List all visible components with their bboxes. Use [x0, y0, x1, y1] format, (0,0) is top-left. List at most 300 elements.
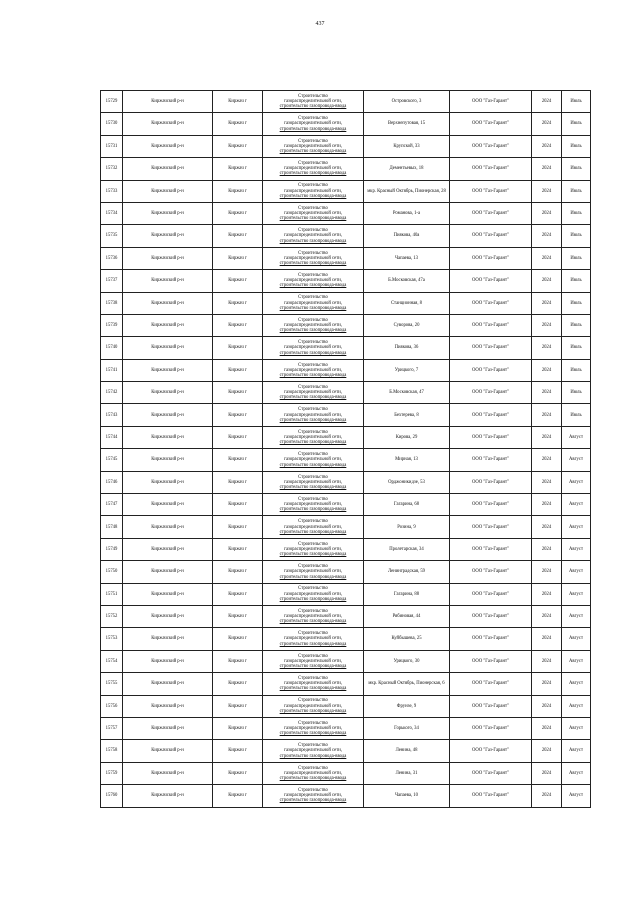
district-cell: Киржачский р-н [123, 135, 213, 157]
city-cell: Киржач г [213, 91, 263, 113]
row-number: 15736 [101, 247, 123, 269]
work-line: газораспределительной сети, [284, 546, 342, 552]
work-description-cell [263, 449, 364, 471]
row-number: 15748 [101, 516, 123, 538]
city-cell: Киржач г [213, 717, 263, 739]
district-cell: Киржачский р-н [123, 583, 213, 605]
table-row [101, 314, 591, 336]
work-line: Строительство [298, 407, 328, 413]
contractor-cell: ООО "Газ-Гарант" [450, 247, 532, 269]
address-cell: Чапаева, 13 [364, 247, 450, 269]
work-line: Строительство [298, 653, 328, 659]
contractor-cell: ООО "Газ-Гарант" [450, 695, 532, 717]
month-cell: Август [562, 605, 591, 627]
city-cell: Киржач г [213, 650, 263, 672]
address-cell: Мирная, 13 [364, 449, 450, 471]
city-cell: Киржач г [213, 695, 263, 717]
contractor-cell: ООО "Газ-Гарант" [450, 471, 532, 493]
address-cell: Пиякова, 36 [364, 337, 450, 359]
year-cell: 2024 [532, 762, 562, 784]
address-cell: Ленина, 31 [364, 762, 450, 784]
year-cell: 2024 [532, 337, 562, 359]
city-cell: Киржач г [213, 180, 263, 202]
year-cell: 2024 [532, 202, 562, 224]
row-number: 15745 [101, 449, 123, 471]
contractor-cell: ООО "Газ-Гарант" [450, 561, 532, 583]
contractor-cell: ООО "Газ-Гарант" [450, 583, 532, 605]
year-cell: 2024 [532, 113, 562, 135]
year-cell: 2024 [532, 404, 562, 426]
month-cell: Июль [562, 202, 591, 224]
address-cell: Ленинградская, 59 [364, 561, 450, 583]
year-cell: 2024 [532, 785, 562, 807]
address-cell: Пролетарская, 34 [364, 538, 450, 560]
work-line: Строительство [298, 205, 328, 211]
row-number: 15730 [101, 113, 123, 135]
row-number: 15740 [101, 337, 123, 359]
table-row [101, 292, 591, 314]
work-description-cell [263, 382, 364, 404]
district-cell: Киржачский р-н [123, 695, 213, 717]
year-cell: 2024 [532, 538, 562, 560]
month-cell: Август [562, 516, 591, 538]
address-cell: мкр. Красный Октябрь, Пионерская, 28 [364, 180, 450, 202]
month-cell: Июль [562, 337, 591, 359]
year-cell: 2024 [532, 382, 562, 404]
city-cell: Киржач г [213, 426, 263, 448]
work-line: строительство газопровода-ввода [279, 641, 347, 647]
month-cell: Июль [562, 225, 591, 247]
row-number: 15750 [101, 561, 123, 583]
table-row [101, 359, 591, 381]
work-description-cell [263, 583, 364, 605]
district-cell: Киржачский р-н [123, 561, 213, 583]
work-line: Строительство [298, 362, 328, 368]
work-line: газораспределительной сети, [284, 726, 342, 732]
row-number: 15759 [101, 762, 123, 784]
district-cell: Киржачский р-н [123, 382, 213, 404]
district-cell: Киржачский р-н [123, 650, 213, 672]
month-cell: Август [562, 494, 591, 516]
work-description-cell [263, 225, 364, 247]
city-cell: Киржач г [213, 270, 263, 292]
address-cell: Чапаева, 10 [364, 785, 450, 807]
month-cell: Август [562, 583, 591, 605]
work-description-cell [263, 516, 364, 538]
year-cell: 2024 [532, 516, 562, 538]
work-description-cell [263, 673, 364, 695]
work-line: Строительство [298, 676, 328, 682]
city-cell: Киржач г [213, 583, 263, 605]
table-row [101, 516, 591, 538]
work-description-cell [263, 314, 364, 336]
work-line: газораспределительной сети, [284, 658, 342, 664]
month-cell: Июль [562, 180, 591, 202]
year-cell: 2024 [532, 583, 562, 605]
contractor-cell: ООО "Газ-Гарант" [450, 740, 532, 762]
work-line: строительство газопровода-ввода [279, 440, 347, 446]
address-cell: Суворова, 20 [364, 314, 450, 336]
table-row [101, 628, 591, 650]
year-cell: 2024 [532, 135, 562, 157]
work-line: Строительство [298, 788, 328, 793]
work-description-cell [263, 270, 364, 292]
district-cell: Киржачский р-н [123, 247, 213, 269]
work-line: строительство газопровода-ввода [279, 126, 347, 132]
row-number: 15738 [101, 292, 123, 314]
contractor-cell: ООО "Газ-Гарант" [450, 135, 532, 157]
work-line: газораспределительной сети, [284, 188, 342, 194]
work-line: Строительство [298, 474, 328, 480]
work-description-cell [263, 135, 364, 157]
work-line: строительство газопровода-ввода [279, 417, 347, 423]
address-cell: Урицкого, 7 [364, 359, 450, 381]
work-line: газораспределительной сети, [284, 479, 342, 485]
work-line: строительство газопровода-ввода [279, 350, 347, 356]
address-cell: Гагарина, 88 [364, 583, 450, 605]
table-row [101, 650, 591, 672]
contractor-cell: ООО "Газ-Гарант" [450, 516, 532, 538]
work-line: строительство газопровода-ввода [279, 238, 347, 244]
city-cell: Киржач г [213, 538, 263, 560]
work-line: газораспределительной сети, [284, 211, 342, 217]
work-line: Строительство [298, 116, 328, 122]
row-number: 15741 [101, 359, 123, 381]
work-line: Строительство [298, 273, 328, 279]
work-line: газораспределительной сети, [284, 748, 342, 754]
work-line: Строительство [298, 743, 328, 749]
address-cell: Фрунзе, 9 [364, 695, 450, 717]
work-line: строительство газопровода-ввода [279, 328, 347, 334]
contractor-cell: ООО "Газ-Гарант" [450, 113, 532, 135]
table-row [101, 695, 591, 717]
month-cell: Июль [562, 404, 591, 426]
work-line: Строительство [298, 228, 328, 234]
city-cell: Киржач г [213, 135, 263, 157]
work-line: Строительство [298, 496, 328, 502]
table-row [101, 471, 591, 493]
month-cell: Июль [562, 270, 591, 292]
district-cell: Киржачский р-н [123, 628, 213, 650]
contractor-cell: ООО "Газ-Гарант" [450, 337, 532, 359]
month-cell: Август [562, 471, 591, 493]
table-row [101, 762, 591, 784]
work-description-cell [263, 426, 364, 448]
year-cell: 2024 [532, 359, 562, 381]
table-row [101, 337, 591, 359]
work-description-cell [263, 292, 364, 314]
month-cell: Август [562, 673, 591, 695]
address-cell: Орджоникидзе, 53 [364, 471, 450, 493]
work-line: строительство газопровода-ввода [279, 596, 347, 602]
address-cell: Кирова, 29 [364, 426, 450, 448]
work-line: Строительство [298, 295, 328, 301]
month-cell: Июль [562, 158, 591, 180]
address-cell: Верхнепутовая, 15 [364, 113, 450, 135]
month-cell: Август [562, 538, 591, 560]
district-cell: Киржачский р-н [123, 785, 213, 807]
city-cell: Киржач г [213, 382, 263, 404]
work-line: строительство газопровода-ввода [279, 171, 347, 177]
work-description-cell [263, 740, 364, 762]
work-description-cell [263, 158, 364, 180]
contractor-cell: ООО "Газ-Гарант" [450, 605, 532, 627]
contractor-cell: ООО "Газ-Гарант" [450, 270, 532, 292]
table-row [101, 158, 591, 180]
contractor-cell: ООО "Газ-Гарант" [450, 158, 532, 180]
work-line: строительство газопровода-ввода [279, 798, 347, 804]
row-number: 15743 [101, 404, 123, 426]
table-row [101, 538, 591, 560]
work-line: строительство газопровода-ввода [279, 664, 347, 670]
row-number: 15735 [101, 225, 123, 247]
work-line: газораспределительной сети, [284, 793, 342, 799]
table-row [101, 561, 591, 583]
row-number: 15758 [101, 740, 123, 762]
city-cell: Киржач г [213, 314, 263, 336]
work-line: строительство газопровода-ввода [279, 529, 347, 535]
table-row [101, 247, 591, 269]
contractor-cell: ООО "Газ-Гарант" [450, 314, 532, 336]
work-description-cell [263, 91, 364, 113]
contractor-cell: ООО "Газ-Гарант" [450, 382, 532, 404]
year-cell: 2024 [532, 695, 562, 717]
address-cell: Крупской, 33 [364, 135, 450, 157]
district-cell: Киржачский р-н [123, 314, 213, 336]
row-number: 15739 [101, 314, 123, 336]
district-cell: Киржачский р-н [123, 762, 213, 784]
district-cell: Киржачский р-н [123, 270, 213, 292]
work-line: Строительство [298, 564, 328, 570]
month-cell: Август [562, 695, 591, 717]
work-description-cell [263, 113, 364, 135]
district-cell: Киржачский р-н [123, 359, 213, 381]
month-cell: Июль [562, 292, 591, 314]
district-cell: Киржачский р-н [123, 158, 213, 180]
district-cell: Киржачский р-н [123, 202, 213, 224]
row-number: 15753 [101, 628, 123, 650]
work-description-cell [263, 650, 364, 672]
work-line: Строительство [298, 698, 328, 704]
district-cell: Киржачский р-н [123, 673, 213, 695]
address-cell: Б.Московская, 47а [364, 270, 450, 292]
work-line: газораспределительной сети, [284, 255, 342, 261]
year-cell: 2024 [532, 426, 562, 448]
work-line: Строительство [298, 608, 328, 614]
year-cell: 2024 [532, 449, 562, 471]
work-line: строительство газопровода-ввода [279, 686, 347, 692]
city-cell: Киржач г [213, 449, 263, 471]
month-cell: Июль [562, 247, 591, 269]
contractor-cell: ООО "Газ-Гарант" [450, 762, 532, 784]
work-line: газораспределительной сети, [284, 278, 342, 284]
month-cell: Август [562, 561, 591, 583]
work-line: строительство газопровода-ввода [279, 193, 347, 199]
work-line: газораспределительной сети, [284, 770, 342, 776]
year-cell: 2024 [532, 717, 562, 739]
address-cell: Ленина, 48 [364, 740, 450, 762]
year-cell: 2024 [532, 270, 562, 292]
table-row [101, 404, 591, 426]
table-row [101, 135, 591, 157]
table-row [101, 605, 591, 627]
year-cell: 2024 [532, 180, 562, 202]
address-cell: Куйбышева, 25 [364, 628, 450, 650]
row-number: 15751 [101, 583, 123, 605]
work-line: строительство газопровода-ввода [279, 283, 347, 289]
table-row [101, 382, 591, 404]
table-row [101, 717, 591, 739]
work-line: газораспределительной сети, [284, 636, 342, 642]
address-cell: Пиякова, 40а [364, 225, 450, 247]
work-line: газораспределительной сети, [284, 143, 342, 149]
year-cell: 2024 [532, 225, 562, 247]
address-cell: Розина, 9 [364, 516, 450, 538]
work-line: газораспределительной сети, [284, 524, 342, 530]
year-cell: 2024 [532, 91, 562, 113]
table-row [101, 270, 591, 292]
work-line: строительство газопровода-ввода [279, 372, 347, 378]
city-cell: Киржач г [213, 404, 263, 426]
work-line: газораспределительной сети, [284, 166, 342, 172]
contractor-cell: ООО "Газ-Гарант" [450, 673, 532, 695]
work-line: газораспределительной сети, [284, 233, 342, 239]
work-line: Строительство [298, 765, 328, 771]
district-cell: Киржачский р-н [123, 740, 213, 762]
work-description-cell [263, 605, 364, 627]
month-cell: Июль [562, 135, 591, 157]
row-number: 15749 [101, 538, 123, 560]
work-line: строительство газопровода-ввода [279, 305, 347, 311]
contractor-cell: ООО "Газ-Гарант" [450, 359, 532, 381]
work-line: Строительство [298, 317, 328, 323]
address-cell: Гагарина, 68 [364, 494, 450, 516]
district-cell: Киржачский р-н [123, 113, 213, 135]
address-cell: Станционная, 8 [364, 292, 450, 314]
work-description-cell [263, 247, 364, 269]
address-cell: Горького, 34 [364, 717, 450, 739]
year-cell: 2024 [532, 292, 562, 314]
year-cell: 2024 [532, 314, 562, 336]
month-cell: Август [562, 762, 591, 784]
contractor-cell: ООО "Газ-Гарант" [450, 225, 532, 247]
work-line: Строительство [298, 519, 328, 525]
city-cell: Киржач г [213, 494, 263, 516]
work-description-cell [263, 471, 364, 493]
row-number: 15732 [101, 158, 123, 180]
work-line: Строительство [298, 250, 328, 256]
work-line: Строительство [298, 586, 328, 592]
row-number: 15733 [101, 180, 123, 202]
work-line: строительство газопровода-ввода [279, 395, 347, 401]
work-line: строительство газопровода-ввода [279, 507, 347, 513]
address-cell: Б.Московская, 47 [364, 382, 450, 404]
month-cell: Июль [562, 382, 591, 404]
table-row [101, 785, 591, 807]
contractor-cell: ООО "Газ-Гарант" [450, 202, 532, 224]
work-line: строительство газопровода-ввода [279, 104, 347, 110]
page-number: 437 [315, 21, 325, 27]
district-cell: Киржачский р-н [123, 180, 213, 202]
district-cell: Киржачский р-н [123, 717, 213, 739]
table-row [101, 113, 591, 135]
contractor-cell: ООО "Газ-Гарант" [450, 449, 532, 471]
work-line: газораспределительной сети, [284, 569, 342, 575]
work-description-cell [263, 695, 364, 717]
district-cell: Киржачский р-н [123, 494, 213, 516]
month-cell: Август [562, 449, 591, 471]
month-cell: Август [562, 740, 591, 762]
month-cell: Август [562, 650, 591, 672]
contractor-cell: ООО "Газ-Гарант" [450, 426, 532, 448]
work-line: газораспределительной сети, [284, 121, 342, 127]
contractor-cell: ООО "Газ-Гарант" [450, 180, 532, 202]
city-cell: Киржач г [213, 158, 263, 180]
row-number: 15731 [101, 135, 123, 157]
city-cell: Киржач г [213, 359, 263, 381]
work-line: Строительство [298, 183, 328, 189]
row-number: 15754 [101, 650, 123, 672]
year-cell: 2024 [532, 247, 562, 269]
district-cell: Киржачский р-н [123, 404, 213, 426]
city-cell: Киржач г [213, 247, 263, 269]
month-cell: Июль [562, 91, 591, 113]
work-line: строительство газопровода-ввода [279, 708, 347, 714]
work-description-cell [263, 494, 364, 516]
work-description-cell [263, 337, 364, 359]
work-line: строительство газопровода-ввода [279, 261, 347, 267]
row-number: 15752 [101, 605, 123, 627]
work-line: газораспределительной сети, [284, 300, 342, 306]
work-line: Строительство [298, 429, 328, 435]
work-line: строительство газопровода-ввода [279, 776, 347, 782]
work-description-cell [263, 359, 364, 381]
table-row [101, 583, 591, 605]
table-row [101, 91, 591, 113]
month-cell: Август [562, 628, 591, 650]
month-cell: Август [562, 717, 591, 739]
work-description-cell [263, 785, 364, 807]
month-cell: Август [562, 785, 591, 807]
city-cell: Киржач г [213, 673, 263, 695]
work-line: строительство газопровода-ввода [279, 216, 347, 222]
year-cell: 2024 [532, 605, 562, 627]
work-description-cell [263, 180, 364, 202]
city-cell: Киржач г [213, 740, 263, 762]
year-cell: 2024 [532, 494, 562, 516]
row-number: 15747 [101, 494, 123, 516]
contractor-cell: ООО "Газ-Гарант" [450, 404, 532, 426]
contractor-cell: ООО "Газ-Гарант" [450, 785, 532, 807]
year-cell: 2024 [532, 740, 562, 762]
table-row [101, 225, 591, 247]
work-line: газораспределительной сети, [284, 390, 342, 396]
work-line: Строительство [298, 384, 328, 390]
address-cell: Бехтерева, 8 [364, 404, 450, 426]
month-cell: Июль [562, 113, 591, 135]
row-number: 15746 [101, 471, 123, 493]
work-description-cell [263, 717, 364, 739]
work-line: Строительство [298, 340, 328, 346]
district-cell: Киржачский р-н [123, 471, 213, 493]
work-line: Строительство [298, 452, 328, 458]
work-line: газораспределительной сети, [284, 457, 342, 463]
register-table [100, 90, 591, 808]
city-cell: Киржач г [213, 628, 263, 650]
year-cell: 2024 [532, 561, 562, 583]
contractor-cell: ООО "Газ-Гарант" [450, 538, 532, 560]
work-line: газораспределительной сети, [284, 703, 342, 709]
